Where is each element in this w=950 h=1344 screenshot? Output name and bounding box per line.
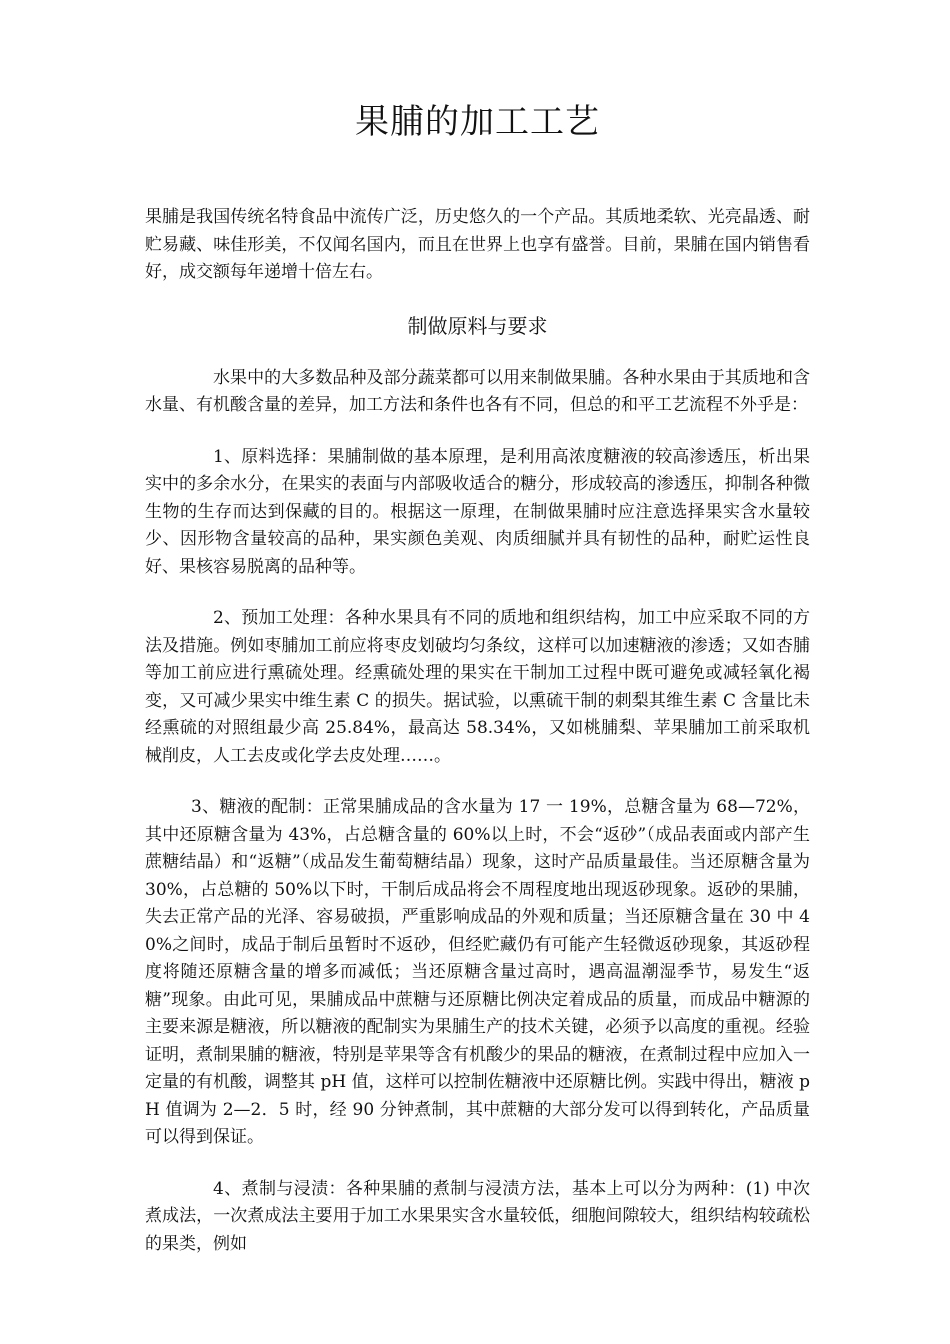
- paragraph-syrup-preparation: 3、糖液的配制：正常果脯成品的含水量为 17 一 19%，总糖含量为 68—72%，其中还原糖含量为 43%，占总糖含量的 60%以上时，不会“返砂”（成品表面或内部产生蔗糖结晶）和“返糖”（成品发生葡萄糖结晶）现象，这时产品质量最佳。当还原糖含量为 30%，占总糖的 50%以下时，干制后成品将会不周程度地出现返砂现象。返砂的果脯，失去正常产品的光泽、容易破损，严重影响成品的外观和质量；当还原糖含量在 30 中 40%之间时，成品于制后虽暂时不返砂，但经贮藏仍有可能产生轻微返砂现象，其返砂程度将随还原糖含量的增多而减低；当还原糖含量过高时，遇高温潮湿季节，易发生“返糖”现象。由此可见，果脯成品中蔗糖与还原糖比例决定着成品的质量，而成品中糖源的主要来源是糖液，所以糖液的配制实为果脯生产的技术关键，必须予以高度的重视。经验证明，煮制果脯的糖液，特别是苹果等含有机酸少的果品的糖液，在煮制过程中应加入一定量的有机酸，调整其 pH 值，这样可以控制佐糖液中还原糖比例。实践中得出，糖液 pH 值调为 2—2．5 时，经 90 分钟煮制，其中蔗糖的大部分发可以得到转化，产品质量可以得到保证。: [145, 797, 810, 1147]
- paragraph-boiling-soaking: 4、煮制与浸渍：各种果脯的煮制与浸渍方法，基本上可以分为两种：(1) 中次煮成法，一次煮成法主要用于加工水果果实含水量较低，细胞间隙较大，组织结构较疏松的果类，例如: [145, 1178, 810, 1254]
- paragraph-material-selection: 1、原料选择：果脯制做的基本原理，是利用高浓度糖液的较高渗透压，析出果实中的多余水分，在果实的表面与内部吸收适合的糖分，形成较高的渗透压，抑制各种微生物的生存而达到保藏的目的。根据这一原理，在制做果脯时应注意选择果实含水量较少、因形物含量较高的品种，果实颜色美观、肉质细腻并具有韧性的品种，耐贮运性良好、果核容易脱离的品种等。: [145, 446, 810, 577]
- intro-paragraph: 果脯是我国传统名特食品中流传广泛，历史悠久的一个产品。其质地柔软、光亮晶透、耐贮易藏、味佳形美，不仅闻名国内，而且在世界上也享有盛誉。目前，果脯在国内销售看好，成交额每年递增十倍左右。: [145, 207, 810, 282]
- section-heading: 制做原料与要求: [407, 313, 548, 338]
- paragraph-overview: 水果中的大多数品种及部分蔬菜都可以用来制做果脯。各种水果由于其质地和含水量、有机酸含量的差异，加工方法和条件也各有不同，但总的和平工艺流程不外乎是：: [145, 367, 810, 415]
- document-title: 果脯的加工工艺: [355, 102, 600, 142]
- paragraph-preprocessing: 2、预加工处理：各种水果具有不同的质地和组织结构，加工中应采取不同的方法及措施。例如枣脯加工前应将枣皮划破均匀条纹，这样可以加速糖液的渗透；又如杏脯等加工前应进行熏硫处理。经熏硫处理的果实在干制加工过程中既可避免或减轻氧化褐变，又可减少果实中维生素 C 的损失。据试验，以熏硫干制的刺梨其维生素 C 含量比未经熏硫的对照组最少高 25.84%，最高达 58.34%，又如桃脯梨、苹果脯加工前采取机械削皮，人工去皮或化学去皮处理……。: [145, 608, 810, 766]
